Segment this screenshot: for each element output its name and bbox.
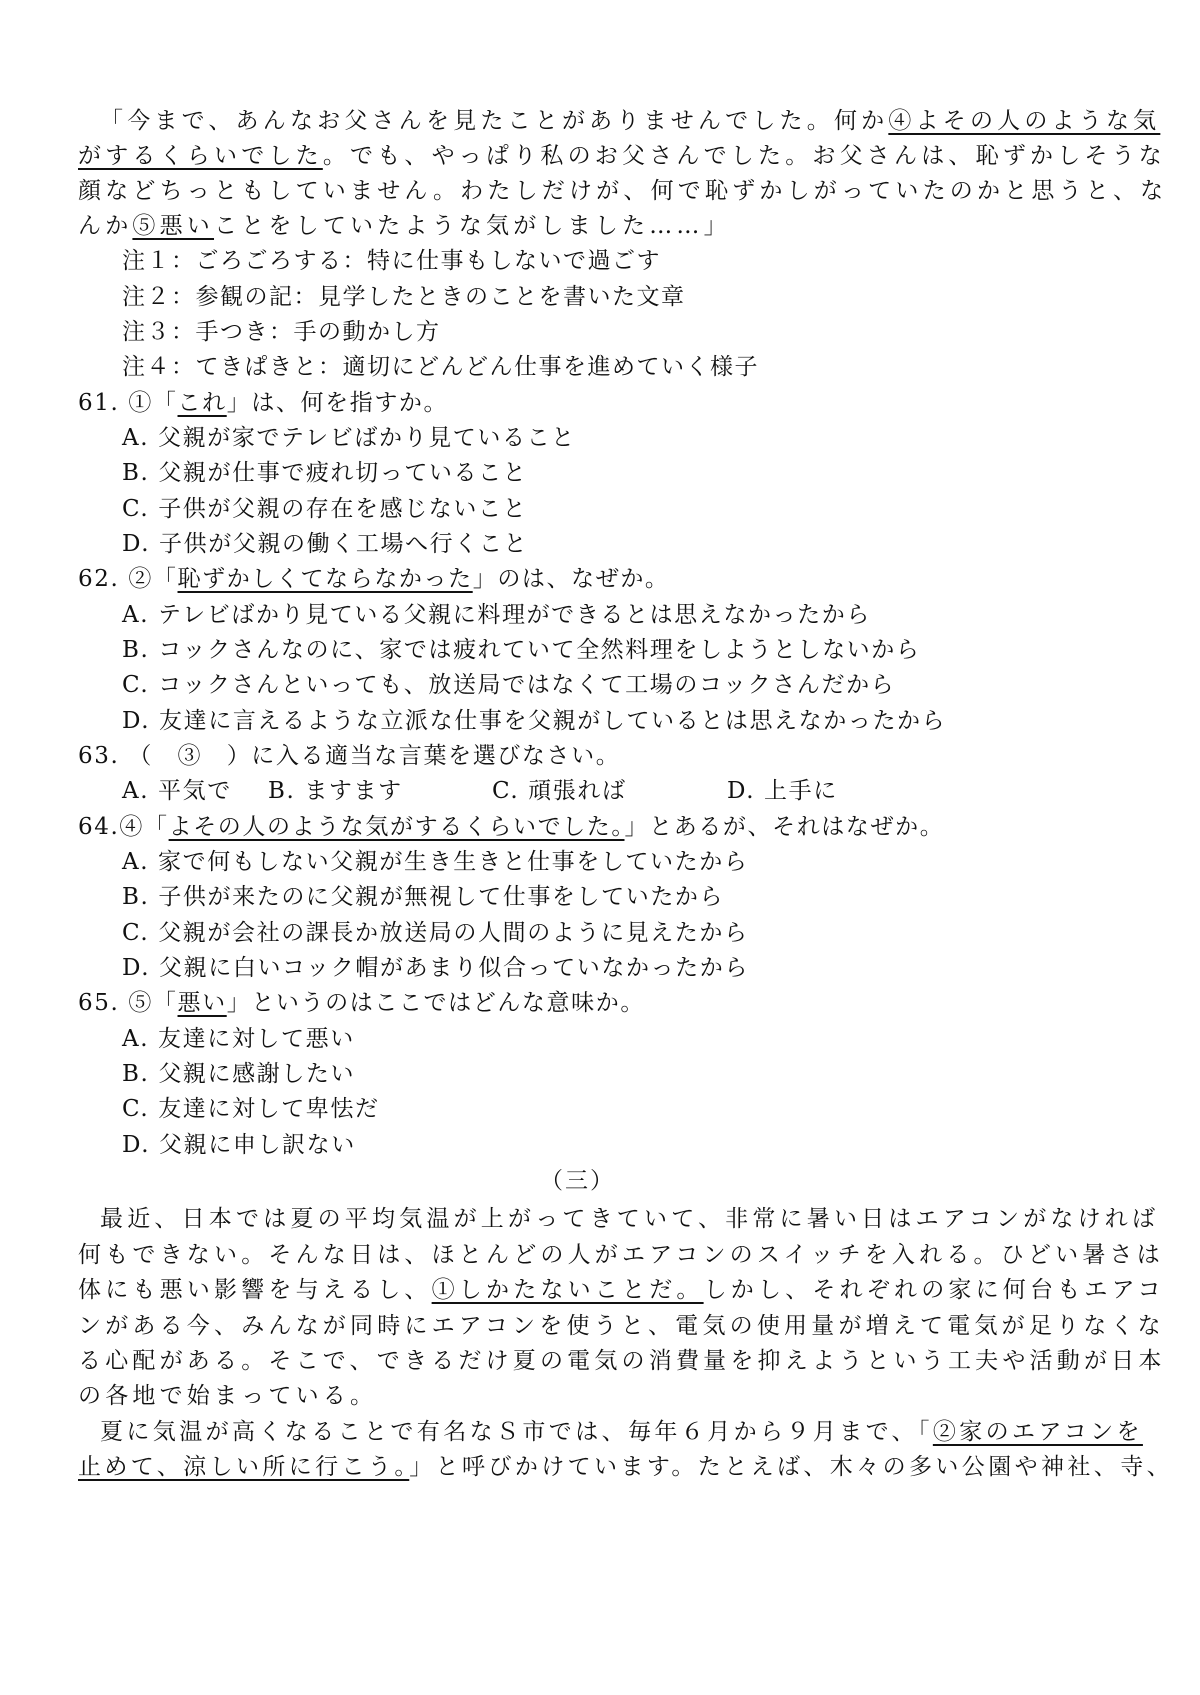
question-text: 」のは、なぜか。 (472, 566, 670, 592)
question-65 (78, 988, 645, 1018)
question-number: 65. (78, 990, 120, 1016)
option-61-b[interactable]: B. 父親が仕事で疲れ切っていること (122, 460, 528, 486)
question-text: 」は、何を指すか。 (226, 390, 449, 416)
passage-line: 何もできない。そんな日は、ほとんどの人がエアコンのスイッチを入れる。ひどい暑さは (78, 1242, 1164, 1268)
passage-text: 。でも、やっぱり私のお父さんでした。お父さんは、恥ずかしそうな (322, 143, 1167, 169)
passage-line (100, 1417, 1143, 1447)
underlined-phrase-2: ②家のエアコンを (932, 1419, 1143, 1445)
passage-line: 最近、日本では夏の平均気温が上がってきていて、非常に暑い日はエアコンがなければ (100, 1206, 1160, 1232)
question-61 (78, 388, 448, 418)
option-64-a[interactable]: A. 家で何もしない父親が生き生きと仕事をしていたから (122, 849, 749, 875)
passage-text: 」と呼びかけています。たとえば、木々の多い公園や神社、寺、 (409, 1454, 1174, 1480)
note-2: 注２：参観の記：見学したときのことを書いた文章 (122, 284, 686, 310)
question-text: （ ③ ）に入る適当な言葉を選びなさい。 (128, 743, 621, 769)
passage-line (78, 1275, 1165, 1305)
option-64-c[interactable]: C. 父親が会社の課長か放送局の人間のように見えたから (122, 920, 749, 946)
option-63-b[interactable]: B. ますます (268, 778, 403, 804)
option-64-d[interactable]: D. 父親に白いコック帽があまり似合っていなかったから (122, 955, 749, 981)
question-number: 64. (78, 814, 120, 840)
underlined-phrase-4-cont: がするくらいでした (78, 143, 323, 169)
passage-line (78, 211, 731, 241)
underlined-phrase-2-cont: 止めて、涼しい所に行こう。 (78, 1454, 410, 1480)
question-underlined: 恥ずかしくてならなかった (177, 566, 473, 592)
question-text: 」とあるが、それはなぜか。 (624, 814, 945, 840)
question-underlined: よその人のような気がするくらいでした。 (168, 814, 625, 840)
question-text: ④「 (119, 814, 169, 840)
option-65-a[interactable]: A. 友達に対して悪い (122, 1026, 355, 1052)
passage-text: 顔などちっともしていません。わたしだけが、何で恥ずかしがっていたのかと思うと、な (78, 178, 1168, 204)
underlined-phrase-1: ①しかたないことだ。 (431, 1277, 704, 1303)
question-underlined: 悪い (177, 990, 227, 1016)
passage-line: ンがある今、みんなが同時にエアコンを使うと、電気の使用量が増えて電気が足りなくな (78, 1313, 1165, 1339)
passage-text: ことをしていたような気がしました……」 (214, 213, 731, 239)
note-3: 注３：手つき：手の動かし方 (122, 319, 441, 345)
option-61-c[interactable]: C. 子供が父親の存在を感じないこと (122, 496, 528, 522)
option-63-d[interactable]: D. 上手に (727, 778, 838, 804)
question-64 (78, 812, 944, 842)
question-text: 」というのはここではどんな意味か。 (226, 990, 645, 1016)
option-62-b[interactable]: B. コックさんなのに、家では疲れていて全然料理をしようとしないから (122, 637, 921, 663)
option-62-a[interactable]: A. テレビばかり見ている父親に料理ができるとは思えなかったから (122, 602, 871, 628)
passage-text: 体にも悪い影響を与えるし、 (78, 1277, 432, 1303)
note-1: 注１：ごろごろする：特に仕事もしないで過ごす (122, 248, 661, 274)
option-62-d[interactable]: D. 友達に言えるような立派な仕事を父親がしているとは思えなかったから (122, 708, 947, 734)
question-62 (78, 564, 670, 594)
option-65-c[interactable]: C. 友達に対して卑怯だ (122, 1096, 380, 1122)
option-65-b[interactable]: B. 父親に感謝したい (122, 1061, 356, 1087)
passage-text: しかし、それぞれの家に何台もエアコ (703, 1277, 1165, 1303)
option-64-b[interactable]: B. 子供が来たのに父親が無視して仕事をしていたから (122, 884, 725, 910)
passage-line (100, 106, 1160, 136)
passage-line: る心配がある。そこで、できるだけ夏の電気の消費量を抑えようという工夫や活動が日本 (78, 1348, 1166, 1374)
passage-line (78, 141, 1166, 171)
passage-line (78, 1452, 1173, 1482)
underlined-phrase-5: ⑤悪い (132, 213, 215, 239)
section-title: （三） (540, 1168, 615, 1194)
question-number: 61. (78, 390, 120, 416)
passage-text: んか (78, 213, 133, 239)
passage-text: 「今まで、あんなお父さんを見たことがありませんでした。何か (100, 108, 889, 134)
option-62-c[interactable]: C. コックさんといっても、放送局ではなくて工場のコックさんだから (122, 672, 896, 698)
question-number: 62. (78, 566, 120, 592)
passage-text: 夏に気温が高くなることで有名なＳ市では、毎年６月から９月まで、「 (100, 1419, 933, 1445)
option-61-d[interactable]: D. 子供が父親の働く工場へ行くこと (122, 531, 529, 557)
note-4: 注４：てきぱきと：適切にどんどん仕事を進めていく様子 (122, 354, 759, 380)
question-text: ⑤「 (128, 990, 178, 1016)
underlined-phrase-4: ④よその人のような気 (888, 108, 1161, 134)
passage-line: の各地で始まっている。 (78, 1383, 378, 1409)
option-63-c[interactable]: C. 頑張れば (492, 778, 627, 804)
option-63-a[interactable]: A. 平気で (122, 778, 232, 804)
question-underlined: これ (177, 390, 227, 416)
question-number: 63. (78, 743, 120, 769)
question-text: ②「 (128, 566, 178, 592)
question-text: ①「 (128, 390, 178, 416)
option-65-d[interactable]: D. 父親に申し訳ない (122, 1132, 356, 1158)
passage-line (78, 176, 1167, 206)
question-63 (78, 741, 620, 771)
option-61-a[interactable]: A. 父親が家でテレビばかり見ていること (122, 425, 576, 451)
